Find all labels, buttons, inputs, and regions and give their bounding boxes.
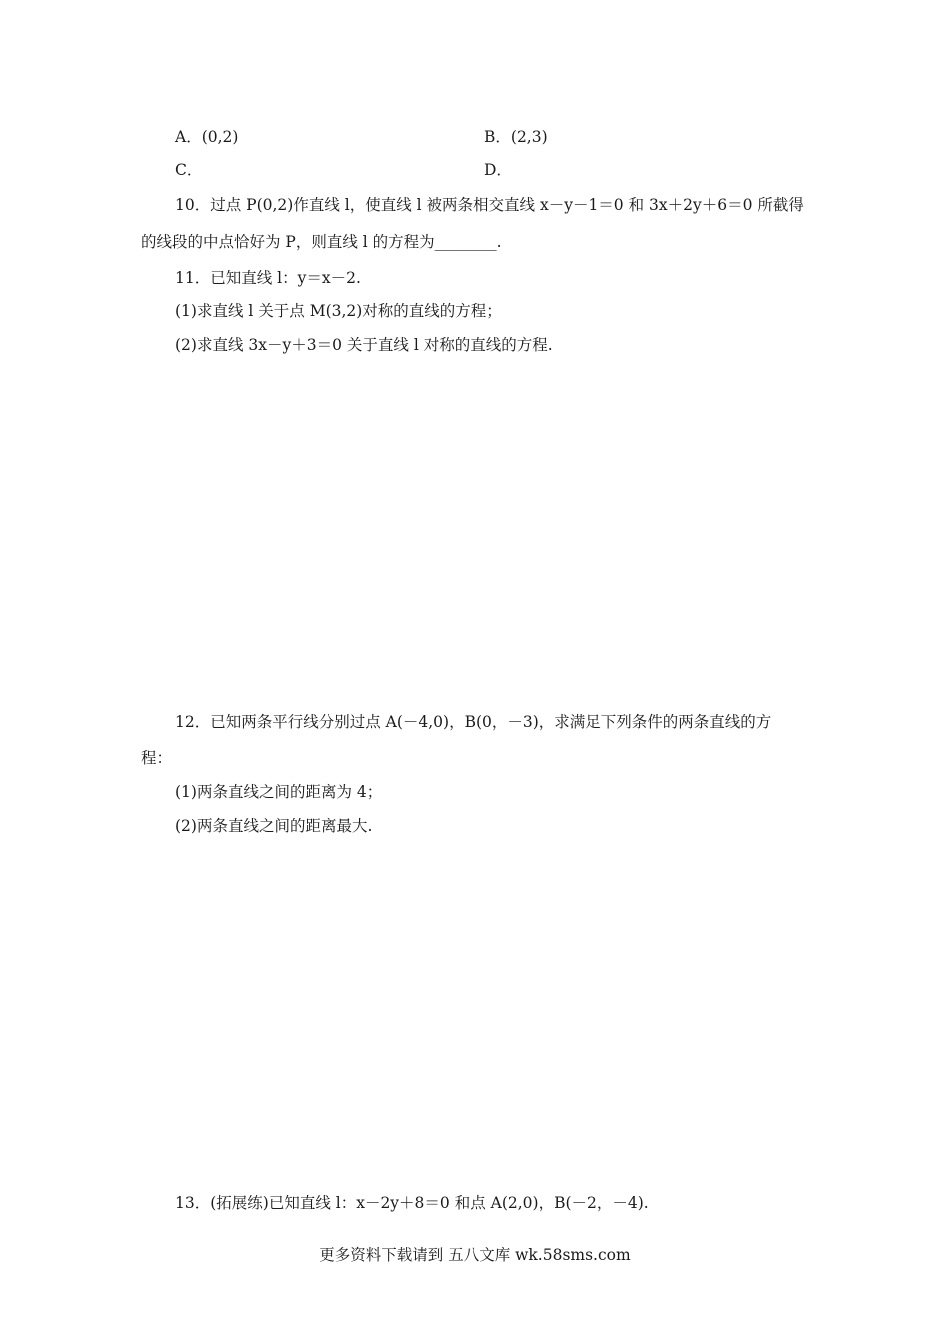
q12-line-1: 12．已知两条平行线分别过点 A(－4,0)，B(0，－3)，求满足下列条件的两条直线的方 <box>175 713 772 731</box>
q12-line-2: 程： <box>141 749 173 767</box>
q11-part-1: (1)求直线 l 关于点 M(3,2)对称的直线的方程； <box>175 302 502 320</box>
q13-stem: 13．(拓展练)已知直线 l：x－2y＋8＝0 和点 A(2,0)，B(－2，－4). <box>175 1194 649 1212</box>
footer-source-link[interactable]: 更多资料下载请到 五八文库 wk.58sms.com <box>319 1246 631 1264</box>
q9-option-d: D． <box>484 161 512 179</box>
q12-part-2: (2)两条直线之间的距离最大. <box>175 817 373 835</box>
q10-line-1: 10．过点 P(0,2)作直线 l，使直线 l 被两条相交直线 x－y－1＝0 和 3x＋2y＋6＝0 所截得 <box>175 196 804 214</box>
q9-option-a: A．(0,2) <box>175 128 239 146</box>
q11-stem: 11．已知直线 l：y＝x－2. <box>175 269 361 287</box>
q10-line-2: 的线段的中点恰好为 P，则直线 l 的方程为________. <box>141 233 502 251</box>
q9-option-b: B．(2,3) <box>484 128 548 146</box>
q9-option-c: C． <box>175 161 203 179</box>
q11-part-2: (2)求直线 3x－y＋3＝0 关于直线 l 对称的直线的方程. <box>175 336 553 354</box>
q12-part-1: (1)两条直线之间的距离为 4； <box>175 783 383 801</box>
